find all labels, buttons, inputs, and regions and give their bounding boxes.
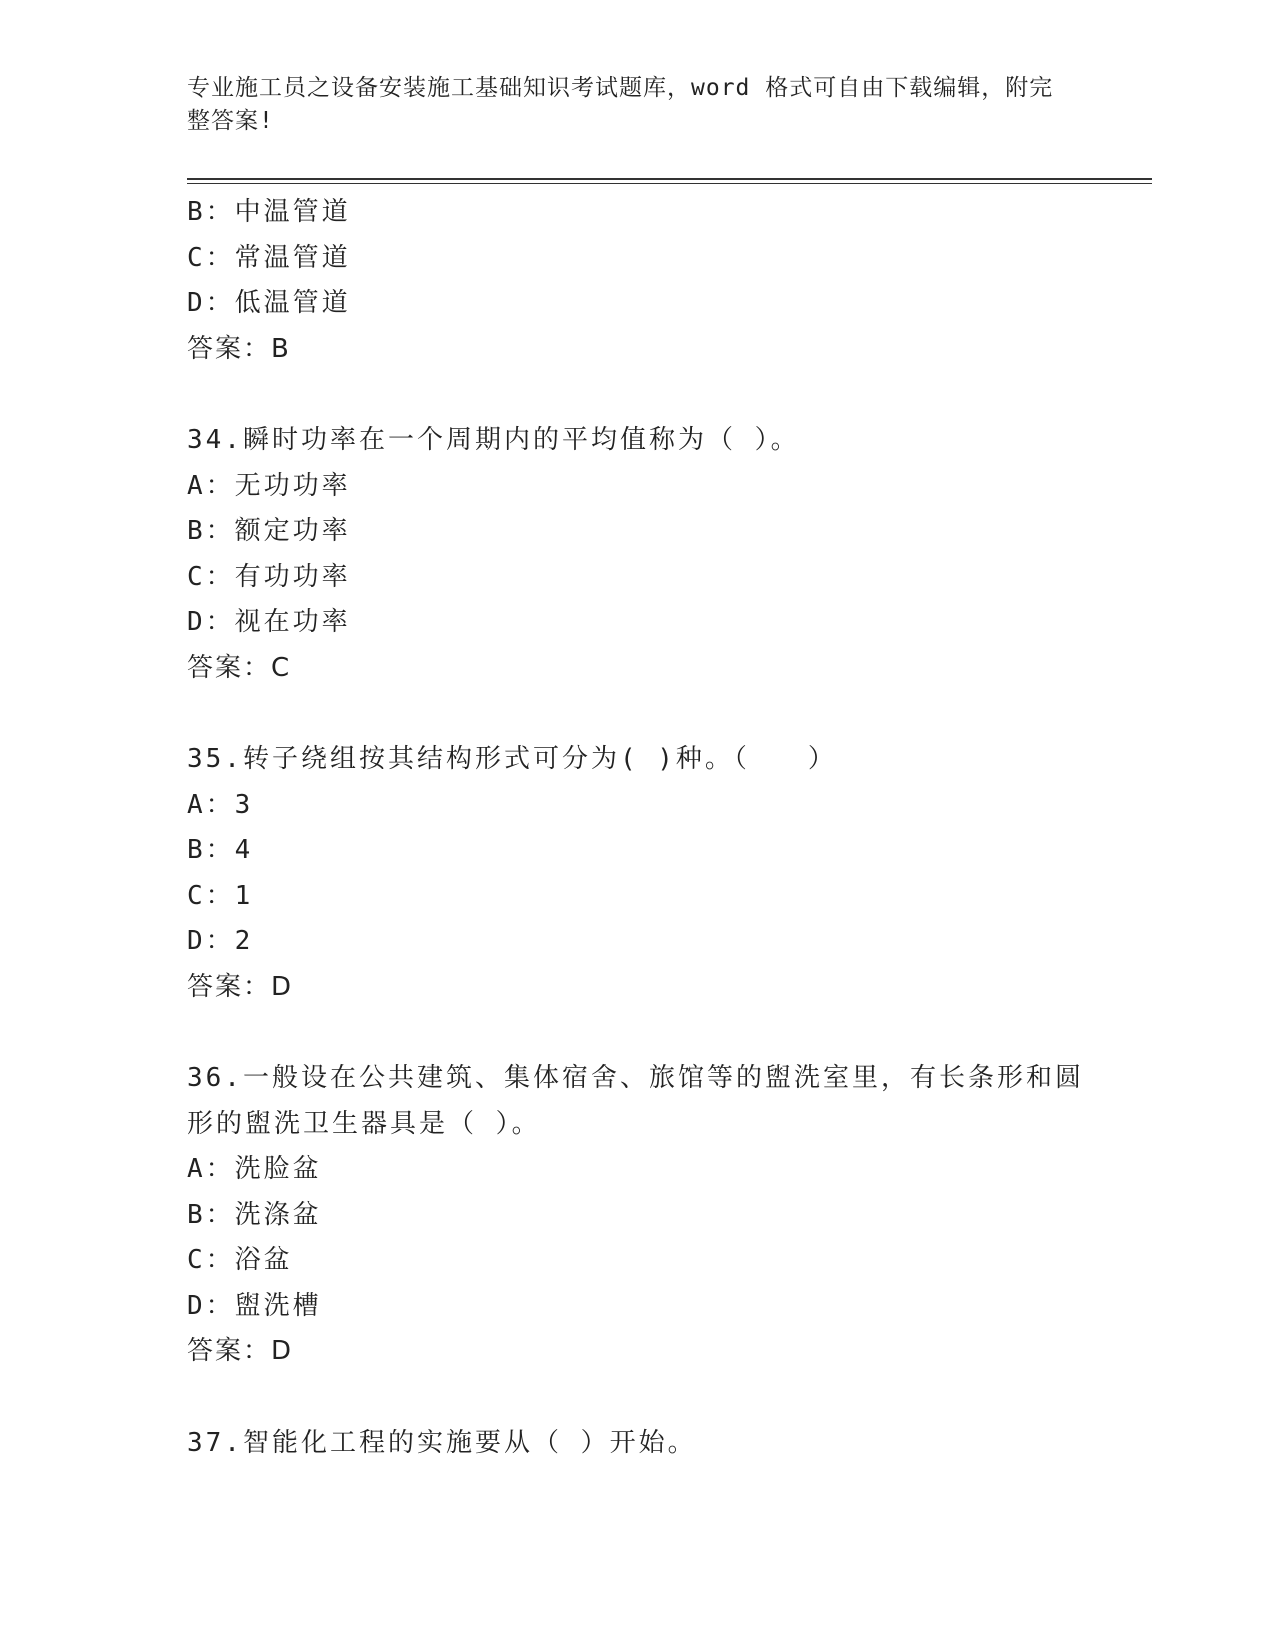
spacer (187, 1010, 1087, 1056)
spacer (187, 372, 1087, 418)
option-c: C：常温管道 (187, 242, 351, 273)
document-header: 专业施工员之设备安装施工基础知识考试题库，word 格式可自由下载编辑，附完整答案! (187, 75, 1054, 134)
answer-line: 答案：D (187, 971, 294, 1002)
question-stem: 37.智能化工程的实施要从（ ）开始。 (187, 1427, 697, 1458)
option-b: B：洗涤盆 (187, 1199, 322, 1230)
option-b: B：4 (187, 835, 254, 865)
question-list (187, 190, 1087, 1466)
header-divider (187, 178, 1152, 184)
option-a: A：洗脸盆 (187, 1154, 322, 1184)
answer-line: 答案：C (187, 652, 292, 683)
option-a: A：无功功率 (187, 470, 351, 501)
option-c: C：浴盆 (187, 1245, 293, 1275)
option-d: D：视在功率 (187, 607, 351, 637)
question-stem: 34.瞬时功率在一个周期内的平均值称为（ ）。 (187, 425, 800, 455)
option-a: A：3 (187, 789, 254, 820)
option-d: D：盥洗槽 (187, 1290, 322, 1321)
option-c: C：1 (187, 880, 254, 911)
option-b: B：中温管道 (187, 197, 351, 227)
question-stem: 35.转子绕组按其结构形式可分为( )种。（ ） (187, 744, 837, 774)
spacer (187, 1375, 1087, 1421)
question-stem-line-1: 36.一般设在公共建筑、集体宿舍、旅馆等的盥洗室里，有长条形和圆 (187, 1063, 1084, 1093)
spacer (187, 691, 1087, 737)
answer-line: 答案：D (187, 1336, 294, 1366)
question-stem-line-2: 形的盥洗卫生器具是（ ）。 (187, 1108, 541, 1139)
option-b: B：额定功率 (187, 516, 351, 546)
option-d: D：低温管道 (187, 288, 351, 318)
option-d: D：2 (187, 926, 254, 956)
answer-line: 答案：B (187, 333, 291, 364)
option-c: C：有功功率 (187, 561, 351, 592)
